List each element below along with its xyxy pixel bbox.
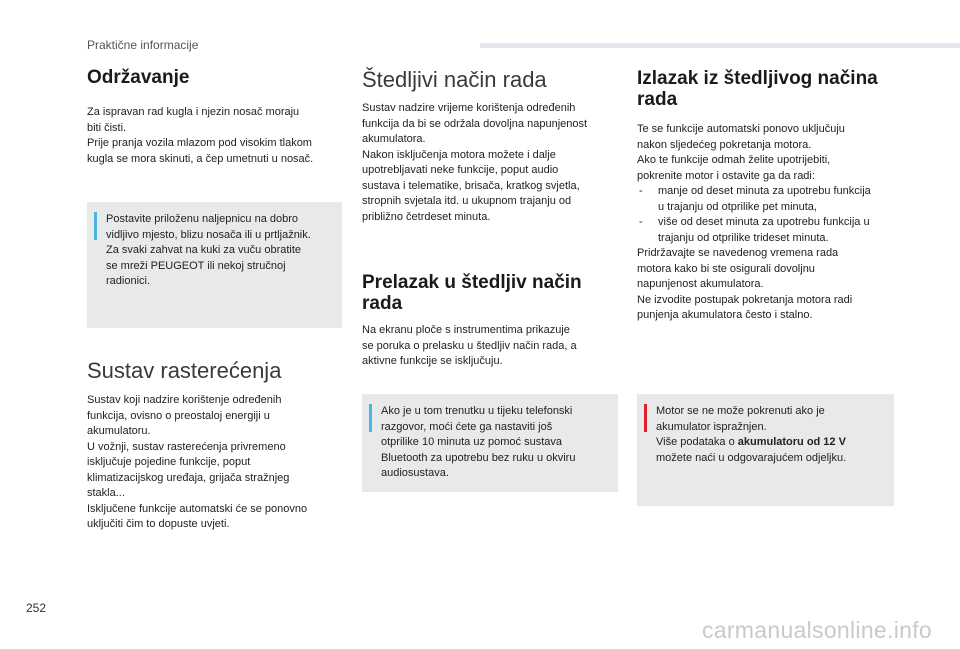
info-note-telefon — [362, 394, 618, 492]
warning-text-part1: Motor se ne može pokrenuti ako je akumulator ispražnjen. Više podataka o — [656, 405, 825, 448]
info-icon — [94, 212, 97, 240]
page-number: 252 — [26, 601, 47, 615]
list-item: - više od deset minuta za upotrebu funkcija u trajanju od otprilike trideset minuta. — [637, 215, 894, 246]
paragraph-prelazak: Na ekranu ploče s instrumentima prikazuje se poruka o prelasku u štedljiv način rada, a aktivne funkcije se isključuju. — [362, 324, 577, 367]
heading-odrzavanje: Održavanje — [87, 67, 190, 88]
warning-icon — [644, 404, 647, 432]
paragraph-odrzavanje: Za ispravan rad kugla i njezin nosač moraju biti čisti. Prije pranja vozila mlazom pod visokim tlakom kugla se mora skinuti, a čep umetnuti u nosač. — [87, 106, 314, 165]
heading-prelazak: Prelazak u štedljiv način rada — [362, 272, 582, 314]
note-text: Postavite priloženu naljepnicu na dobro vidljivo mjesto, blizu nosača ili u prtljažnik. Za svaki zahvat na kuki za vuču obratite se mreži PEUGEOT ili nekoj stručnoj radionici. — [106, 213, 311, 287]
info-note-naljepnica — [87, 202, 342, 328]
list-uvjeti — [637, 184, 894, 246]
column-2-middle — [362, 272, 618, 370]
paragraph-sustav-rasterecenja: Sustav koji nadzire korištenje određenih funkcija, ovisno o preostaloj energiji u akumulatoru. U vožnji, sustav rasterećenja privremeno isključuje pojedine funkcije, poput klimatizacijskog uređaja, grijača stražnjeg stakla... Isključene funkcije automatski će se ponovno uključiti čim to dopuste uvjeti. — [87, 394, 308, 530]
warning-note-akumulator — [637, 394, 894, 506]
heading-izlazak: Izlazak iz štedljivog načina rada — [637, 68, 878, 110]
warning-text — [656, 404, 886, 466]
list-item: - manje od deset minuta za upotrebu funkcija u trajanju od otprilike pet minuta, — [637, 184, 894, 215]
section-header: Praktične informacije — [87, 38, 199, 52]
note-text: Ako je u tom trenutku u tijeku telefonski razgovor, moći ćete ga nastaviti još otprilike 10 minuta uz pomoć sustava Bluetooth za upotrebu bez ruku u okviru audiosustava. — [381, 405, 576, 479]
warning-text-part2: možete naći u odgovarajućem odjeljku. — [656, 451, 847, 464]
heading-sustav-rasterecenja: Sustav rasterećenja — [87, 358, 282, 383]
heading-stedljivi-nacin: Štedljivi način rada — [362, 67, 547, 92]
info-icon — [369, 404, 372, 432]
column-1 — [87, 60, 342, 167]
paragraph-stedljivi-nacin: Sustav nadzire vrijeme korištenja određenih funkcija da bi se održala dovoljna napunjenost akumulatora. Nakon isključenja motora možete i dalje upotrebljavati neke funkcije, poput audio sustava i telematike, brisača, kratkog svjetla, stropnih svjetala itd. u ukupnom trajanju od približno četrdeset minuta. — [362, 102, 588, 223]
column-3 — [637, 60, 894, 324]
column-2 — [362, 60, 618, 225]
paragraph-izlazak: Te se funkcije automatski ponovo uključuju nakon sljedećeg pokretanja motora. Ako te funkcije odmah želite upotrijebiti, pokrenite motor i ostavite ga da radi: — [637, 123, 845, 182]
warning-text-bold: akumulatoru od 12 V — [737, 436, 846, 448]
column-1-lower — [87, 358, 342, 533]
header-bar — [480, 43, 960, 48]
paragraph-pridrzavajte: Pridržavajte se navedenog vremena rada motora kako bi ste osigurali dovoljnu napunjenost akumulatora. Ne izvodite postupak pokretanja motora radi punjenja akumulatora često i stalno. — [637, 247, 853, 321]
watermark: carmanualsonline.info — [701, 617, 932, 643]
